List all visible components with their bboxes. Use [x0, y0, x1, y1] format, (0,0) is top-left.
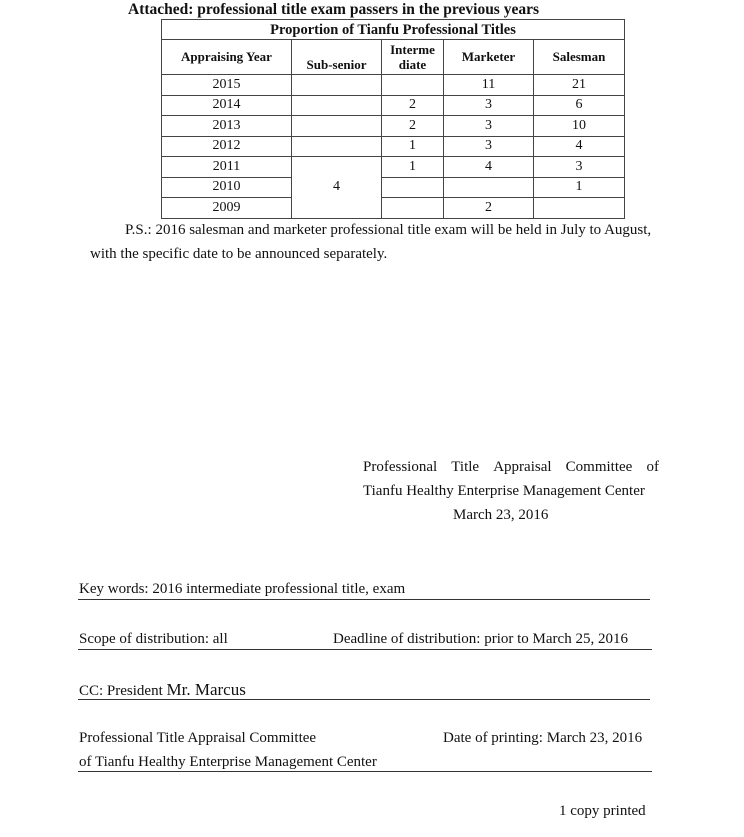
cell-sub-senior — [292, 116, 382, 137]
cell-intermediate — [382, 177, 444, 198]
distribution-scope: Scope of distribution: all — [79, 631, 228, 647]
cell-sub-senior-merged: 4 — [292, 157, 382, 219]
print-date: Date of printing: March 23, 2016 — [443, 730, 643, 746]
copies-printed: 1 copy printed — [559, 803, 646, 819]
signature-line1 — [363, 459, 659, 476]
cell-year: 2011 — [162, 157, 292, 178]
keywords: Key words: 2016 intermediate professional title, exam — [79, 581, 406, 597]
cell-year: 2010 — [162, 177, 292, 198]
exam-passers-table — [161, 19, 625, 219]
table-row — [162, 75, 625, 96]
cell-year: 2013 — [162, 116, 292, 137]
cell-salesman: 4 — [534, 136, 625, 157]
cell-salesman: 3 — [534, 157, 625, 178]
cell-sub-senior — [292, 136, 382, 157]
cell-intermediate: 2 — [382, 116, 444, 137]
table-row — [162, 198, 625, 219]
cell-marketer: 2 — [444, 198, 534, 219]
table-row — [162, 177, 625, 198]
header-marketer: Marketer — [444, 40, 534, 75]
ps-note-line2: with the specific date to be announced separately. — [90, 246, 388, 262]
cell-salesman: 21 — [534, 75, 625, 96]
issuer-line1: Professional Title Appraisal Committee — [79, 730, 317, 746]
cell-marketer: 11 — [444, 75, 534, 96]
cell-marketer — [444, 177, 534, 198]
cell-year: 2014 — [162, 95, 292, 116]
header-appraising-year: Appraising Year — [162, 40, 292, 75]
signature-word: of — [646, 459, 659, 475]
keywords-rule — [78, 599, 650, 600]
cell-intermediate: 1 — [382, 157, 444, 178]
signature-word: Committee — [565, 459, 633, 475]
cell-salesman: 6 — [534, 95, 625, 116]
signature-word: Appraisal — [493, 459, 552, 475]
ps-note-line1: P.S.: 2016 salesman and marketer professional title exam will be held in July to August, — [125, 222, 652, 238]
signature-word: Title — [451, 459, 480, 475]
cell-sub-senior — [292, 95, 382, 116]
signature-date: March 23, 2016 — [453, 507, 549, 523]
cell-marketer: 3 — [444, 136, 534, 157]
cell-intermediate — [382, 198, 444, 219]
table-row — [162, 95, 625, 116]
cell-sub-senior — [292, 75, 382, 96]
cell-salesman — [534, 198, 625, 219]
attachment-heading: Attached: professional title exam passers in the previous years — [128, 1, 540, 18]
signature-word: Professional — [363, 459, 438, 475]
cell-intermediate: 2 — [382, 95, 444, 116]
issuer-rule — [78, 771, 652, 772]
table-row — [162, 116, 625, 137]
cc-name: Mr. Marcus — [166, 680, 246, 699]
table-header-row — [162, 40, 625, 75]
header-sub-senior: Sub-senior — [292, 40, 382, 75]
cc-line — [79, 680, 246, 700]
cell-marketer: 4 — [444, 157, 534, 178]
cell-salesman: 1 — [534, 177, 625, 198]
cell-year: 2012 — [162, 136, 292, 157]
table-title: Proportion of Tianfu Professional Titles — [162, 20, 625, 40]
cell-year: 2015 — [162, 75, 292, 96]
cell-year: 2009 — [162, 198, 292, 219]
cell-intermediate: 1 — [382, 136, 444, 157]
issuer-line2: of Tianfu Healthy Enterprise Management Center — [79, 754, 377, 770]
cell-salesman: 10 — [534, 116, 625, 137]
distribution-deadline: Deadline of distribution: prior to March 25, 2016 — [333, 631, 628, 647]
cell-intermediate — [382, 75, 444, 96]
header-intermediate: Interme diate — [382, 40, 444, 75]
header-salesman: Salesman — [534, 40, 625, 75]
signature-line2: Tianfu Healthy Enterprise Management Center — [363, 483, 645, 499]
table-row — [162, 136, 625, 157]
table-row — [162, 157, 625, 178]
distribution-rule — [78, 649, 652, 650]
cell-marketer: 3 — [444, 95, 534, 116]
cc-rule — [78, 699, 650, 700]
cell-marketer: 3 — [444, 116, 534, 137]
cc-label: CC: President — [79, 683, 167, 699]
